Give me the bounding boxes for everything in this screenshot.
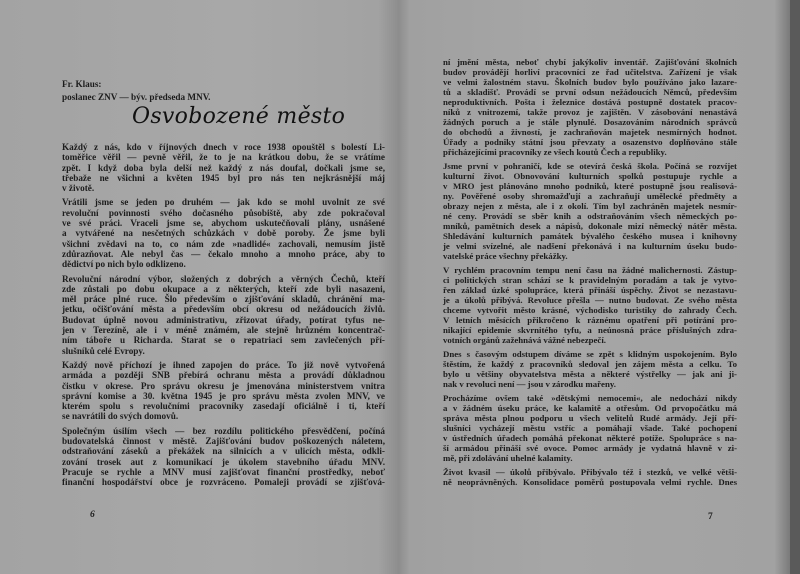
text-line: všichni zvědavi na to, co nám zde »nadlidé« zachovali, nemusím jistě	[62, 238, 385, 249]
text-line: žádných poruch a je stále plynulé. Dosazováním národních správců	[443, 117, 737, 127]
text-line: Společným úsilím všech — bez rozdílu politického přesvědčení, počíná	[62, 425, 385, 436]
text-line: Život kvasil — úkolů přibývalo. Přibývalo též i stezků, ve velké větši-	[443, 467, 737, 477]
paragraph	[62, 142, 385, 193]
paragraph	[62, 274, 385, 356]
text-line: zde zůstali po dobu okupace a z některých, kteří zde byli nasazeni,	[62, 283, 385, 294]
text-line: slušníků celé Evropy.	[62, 345, 145, 356]
article-title: Osvobozené město	[132, 104, 346, 129]
text-line: správní komise a 30. května 1945 je pro správu města zvolen MNV, ve	[62, 390, 385, 401]
text-line: ve velmi žalostném stavu. Školních budov bylo používáno jako lazare-	[443, 77, 737, 87]
text-line: armáda a později SNB přebírá ochranu města a provádí důkladnou	[62, 370, 385, 381]
paragraph	[443, 467, 737, 487]
text-line: zování trosek aut z komunikací je úkolem stavebního úřadu MNV.	[62, 456, 385, 467]
page-edge	[790, 0, 800, 574]
text-line: ní jmění města, neboť chybí jakýkoliv inventář. Zajišťování školních	[443, 57, 737, 67]
text-line: neproduktivních. Pošta i železnice dostává postupně dostatek pracov-	[443, 97, 737, 107]
text-line: štěstím, že každý z pracovníků sledoval jen zájem města a celku. To	[443, 359, 737, 369]
text-line: vatelské práce všechny překážky.	[443, 251, 568, 261]
text-line: třebaže ne všichni a květen 1945 byl pro nás ten nejkrásnější máj	[62, 172, 385, 183]
text-line: řen základ úzké spolupráce, která přináší úspěchy. Život se nezastavu-	[443, 285, 737, 295]
text-line: toměřice věřil — pevně věřil, že to je na krátkou dobu, že se vrátíme	[62, 152, 385, 163]
text-line: Vrátili jsme se jeden po druhém — jak kdo se mohl uvolnit ze své	[62, 197, 385, 208]
text-line: slušníci vycházejí městu vstříc a pomáhají všade. Také pochopení	[443, 423, 737, 433]
paragraph	[443, 57, 737, 157]
text-line: dědictví po nich bylo odklizeno.	[62, 259, 186, 270]
text-line: správa města plnou podporu u všech velitelů Rudé armády. Její pří-	[443, 413, 737, 423]
paragraph	[62, 426, 385, 488]
text-line: mníků, pamětních desek a nápisů, dokonale mizí německý nátěr města.	[443, 221, 737, 231]
text-line: Revoluční národní výbor, složených z dobrých a věrných Čechů, kteří	[62, 273, 385, 284]
text-line: Úřady a podniky státní jsou převzaty a osazenstvo doplňováno stále	[443, 137, 737, 147]
right-page-text	[443, 57, 737, 491]
text-line: přicházejícími pracovníky ze všech koutů Čech a republiky.	[443, 147, 667, 157]
paragraph	[443, 161, 737, 261]
text-line: níků z vnitrozemí, takže provoz je zajištěn. V zásobování nenastává	[443, 107, 737, 117]
paragraph	[443, 349, 737, 389]
text-line: je velmi svízelné, ale nadšení překonává i na kulturním úseku budo-	[443, 241, 737, 251]
text-line: a vytvářené na nesčetných schůzkách v době poroby. Že jsme byli	[62, 228, 385, 239]
text-line: v MRO jest plánováno mnoho podniků, které postupně jsou realisová-	[443, 181, 737, 191]
text-line: Jsme první v pohraničí, kde se otevírá česká škola. Počíná se rozvíjet	[443, 161, 737, 171]
text-line: zpět. I když doba byla delší než každý z nás doufal, dočkali jsme se,	[62, 162, 385, 173]
text-line: ší armádou přináší své ovoce. Pomoc armády je vydatná hlavně v zi-	[443, 443, 737, 453]
text-line: ve své práci. Vraceli jsme se, abychom uskutečňovali plány, usnášené	[62, 218, 385, 229]
paragraph	[443, 265, 737, 345]
text-line: ním táboře u Richarda. Starat se o repatriaci sem zavlečených pří-	[62, 335, 385, 346]
page-number-left: 6	[90, 510, 95, 520]
text-line: Každý z nás, kdo v říjnových dnech v roce 1938 opouštěl s bolestí Li-	[62, 142, 385, 152]
text-line: měl práce plné ruce. Šlo především o zjišťování skladů, chránění ma-	[62, 294, 385, 305]
left-page-text	[62, 142, 385, 492]
text-line: obrazy nejen z města, ale i z okolí. Tím byl zachráněn majetek nesmír-	[443, 201, 737, 211]
text-line: Shledávání kulturních památek bývalého českého musea i knihovny	[443, 231, 737, 241]
text-line: je a úkolů přibývá. Revoluce přešla — nutno budovat. Ze svého města	[443, 295, 737, 305]
author-name: Fr. Klaus:	[62, 79, 102, 89]
text-line: ně neoprávněných. Konsolidace poměrů postupovala velmi rychle. Dnes	[443, 477, 737, 487]
text-line: kulturní život. Obnovování kulturních spolků postupuje rychle a	[443, 171, 737, 181]
text-line: nak v revoluci není — jsou v zárodku mařeny.	[443, 379, 616, 389]
text-line: kterém spolu s revolučními pracovníky zasedají oficiálně i ti, kteří	[62, 401, 385, 412]
text-line: votních orgánů zažehnává vážné nebezpečí.	[443, 335, 606, 345]
text-line: nikající epidemie skvrnitého tyfu, a neúnosná práce příslušných zdra-	[443, 325, 737, 335]
text-line: se navrátili do svých domovů.	[62, 411, 179, 422]
text-line: Dnes s časovým odstupem díváme se zpět s klidným uspokojením. Bylo	[443, 349, 737, 359]
text-line: finanční hospodářství obce je rozvráceno. Pomaleji provádí se zjišťová-	[62, 477, 385, 488]
paragraph	[443, 393, 737, 463]
page-number-right: 7	[708, 512, 713, 522]
text-line: a v žádném úseku práce, ke kalamitě a otřesům. Od prvopočátku má	[443, 403, 737, 413]
text-line: ci politických stran schází se k pravidelným poradám a tak je vytvo-	[443, 275, 737, 285]
text-line: budovatelská činnost v městě. Zajišťování budov poškozených náletem,	[62, 436, 385, 447]
text-line: mě, při zdolávání uhelné kalamity.	[443, 453, 573, 463]
text-line: jen v Terezíně, ale i v méně známém, ale stejně hrůzném koncentrač-	[62, 325, 385, 336]
text-line: jetku, očišťování města a především obcí okresu od nežádoucích živlů.	[62, 304, 385, 315]
text-line: Pracuje se rychle a MNV musí zajišťovat finanční prostředky, neboť	[62, 466, 385, 477]
text-line: Každý nově příchozí je ihned zapojen do práce. To již nově vytvořená	[62, 359, 385, 370]
text-line: revoluční povinnosti svého dočasného působiště, aby zde pokračoval	[62, 207, 385, 218]
text-line: chceme vytvořit město krásné, východisko turistiky do zahrady Čech.	[443, 305, 737, 315]
text-line: Budovat úplně novou administrativu, zřizovat úřady, potírat tyfus ne-	[62, 314, 385, 325]
text-line: V rychlém pracovním tempu není času na žádné malichernosti. Zástup-	[443, 265, 737, 275]
text-line: zdůrazňovat. Ale nebyl čas — čekalo mnoho a mnoho práce, aby to	[62, 248, 385, 259]
text-line: do obchodů a živností, je zachraňován majetek nesmírných hodnot.	[443, 127, 737, 137]
text-line: Procházíme ovšem také »dětskými nemocemi«, ale nedochází nikdy	[443, 393, 737, 403]
paragraph	[62, 360, 385, 422]
text-line: odstraňování záseků a překážek na silnicích a v ulicích města, odkli-	[62, 446, 385, 457]
text-line: v ústředních úřadech pomáhá překonat některé potíže. Spolupráce s na-	[443, 433, 737, 443]
text-line: né ceny. Provádí se sběr knih a odstraňováním všech německých po-	[443, 211, 737, 221]
text-line: V letních měsících přikročeno k ráznému opatření při potírání pro-	[443, 315, 737, 325]
paragraph	[62, 197, 385, 269]
text-line: ny. Pověřené osoby shromažďují a zachraňují umělecké předměty a	[443, 191, 737, 201]
text-line: čistku v okrese. Pro správu okresu je jmenována ministerstvem vnitra	[62, 380, 385, 391]
text-line: bylo u většiny obyvatelstva města a některé výstřelky — jak ani ji-	[443, 369, 737, 379]
author-role: poslanec ZNV — býv. předseda MNV.	[62, 92, 211, 102]
text-line: tů a skladišť. Provádí se první odsun nežádoucích Němců, především	[443, 87, 737, 97]
text-line: budov provádějí horliví pracovníci ze řad učitelstva. Zařízení je však	[443, 67, 737, 77]
text-line: v životě.	[62, 183, 95, 194]
